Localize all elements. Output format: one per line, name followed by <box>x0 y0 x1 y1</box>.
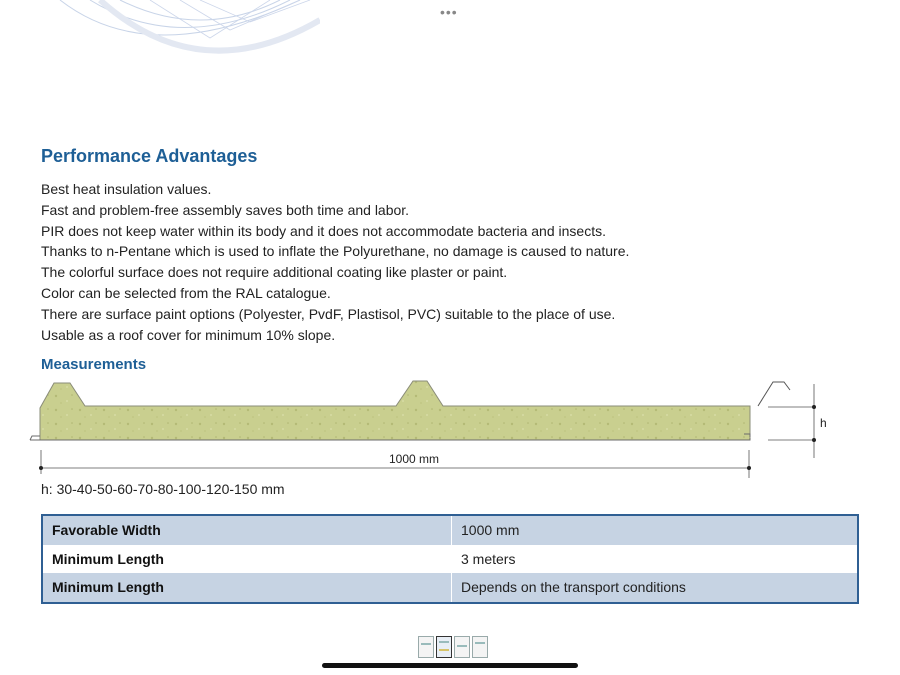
spec-value: 1000 mm <box>452 515 859 545</box>
h-dimension-label: h <box>820 416 827 430</box>
list-item: Color can be selected from the RAL catalogue. <box>41 284 331 301</box>
list-item: Thanks to n-Pentane which is used to inflate the Polyurethane, no damage is caused to nature. <box>41 243 630 260</box>
spec-table <box>41 514 859 604</box>
page-thumbnail-strip <box>418 636 488 658</box>
list-item: The colorful surface does not require additional coating like plaster or paint. <box>41 264 508 281</box>
spec-value: Depends on the transport conditions <box>452 573 859 603</box>
width-dimension-dot-left <box>39 466 43 470</box>
more-options-icon[interactable]: ••• <box>440 4 458 20</box>
panel-profile-drawing <box>28 378 838 483</box>
h-values-text: h: 30-40-50-60-70-80-100-120-150 mm <box>41 481 285 497</box>
spec-value: 3 meters <box>452 545 859 574</box>
page-thumbnail[interactable] <box>418 636 434 658</box>
page-thumbnail[interactable] <box>472 636 488 658</box>
list-item: Usable as a roof cover for minimum 10% slope. <box>41 326 336 343</box>
spec-key: Minimum Length <box>42 573 452 603</box>
panel-left-lip <box>30 436 40 440</box>
table-row <box>42 515 858 545</box>
list-item: There are surface paint options (Polyester, PvdF, Plastisol, PVC) suitable to the place of use. <box>41 305 616 322</box>
overlap-profile <box>758 382 790 406</box>
page-thumbnail[interactable] <box>454 636 470 658</box>
spec-key: Favorable Width <box>42 515 452 545</box>
h-dimension-dot-bottom <box>812 438 816 442</box>
table-row <box>42 573 858 603</box>
width-dimension-dot-right <box>747 466 751 470</box>
spec-key: Minimum Length <box>42 545 452 574</box>
list-item: Best heat insulation values. <box>41 181 212 197</box>
performance-title: Performance Advantages <box>41 146 258 166</box>
h-dimension-dot-top <box>812 405 816 409</box>
measurements-title: Measurements <box>41 356 147 373</box>
page-thumbnail-active[interactable] <box>436 636 452 658</box>
list-item: PIR does not keep water within its body and it does not accommodate bacteria and insects. <box>41 222 606 239</box>
performance-list <box>41 179 629 345</box>
home-indicator[interactable] <box>322 663 578 668</box>
list-item: Fast and problem-free assembly saves both time and labor. <box>41 201 410 218</box>
table-row <box>42 545 858 574</box>
header-network-graphic <box>0 0 320 80</box>
panel-foam-core <box>40 381 750 440</box>
width-dimension-label: 1000 mm <box>388 452 440 466</box>
